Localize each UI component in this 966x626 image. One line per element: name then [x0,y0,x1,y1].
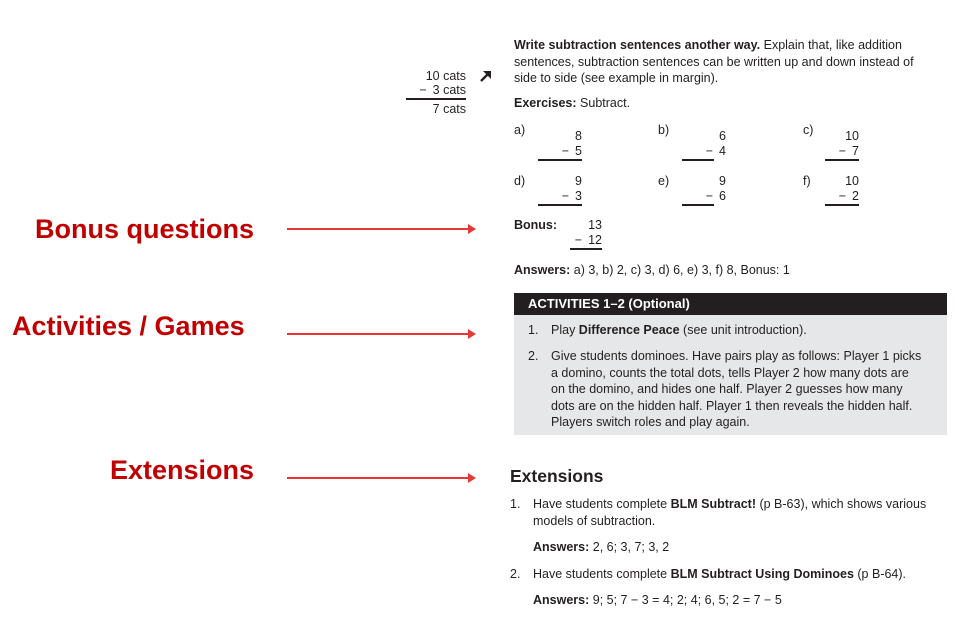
intro-bold: Write subtraction sentences another way. [514,38,761,52]
extension-1: Have students complete BLM Subtract! (p B-63), which shows various models of subtraction. [533,497,927,528]
margin-example [406,69,466,116]
arrow-up-right-icon [479,69,493,83]
annotation-bonus-questions: Bonus questions [35,214,255,244]
extension-1-number: 1. [510,497,521,511]
exercises-heading: Exercises: Subtract. [514,96,631,110]
margin-rule [406,98,466,100]
activity-1-number: 1. [528,323,539,337]
activity-2-number: 2. [528,349,539,363]
annotation-arrow-extensions [287,477,472,479]
activities-box [514,293,947,435]
exercise-answers: Answers: a) 3, b) 2, c) 3, d) 6, e) 3, f) 8, Bonus: 1 [514,263,790,277]
annotation-extensions: Extensions [110,455,255,485]
extension-1-answers: Answers: 2, 6; 3, 7; 3, 2 [533,540,670,554]
extension-2-number: 2. [510,567,521,581]
margin-result: 7 cats [432,102,466,116]
annotation-activities-games: Activities / Games [12,311,245,341]
extension-2-answers: Answers: 9; 5; 7 − 3 = 4; 2; 4; 6, 5; 2 = 7 − 5 [533,593,782,607]
annotation-arrow-bonus [287,228,472,230]
margin-line-2: − 3 cats [419,83,466,97]
activities-header: ACTIVITIES 1–2 (Optional) [514,293,947,315]
activity-2: Give students dominoes. Have pairs play as follows: Player 1 picks a domino, counts the total dots, tells Player 2 how many dots are on the domino, and hides one half. Player 2 guesses how many dots are on the hidden half. Player 1 then reveals the hidden half. Players switch roles and play again. [551,349,922,429]
activity-1: Play Difference Peace (see unit introduction). [551,323,807,337]
extension-2: Have students complete BLM Subtract Using Dominoes (p B-64). [533,567,907,581]
extensions-heading: Extensions [510,466,604,486]
margin-line-1: 10 cats [425,69,466,83]
intro-paragraph: Write subtraction sentences another way. Explain that, like addition sentences, subtraction sentences can be written up and down instead of side to side (see example in margin). [514,38,914,85]
annotation-arrow-activities [287,333,472,335]
